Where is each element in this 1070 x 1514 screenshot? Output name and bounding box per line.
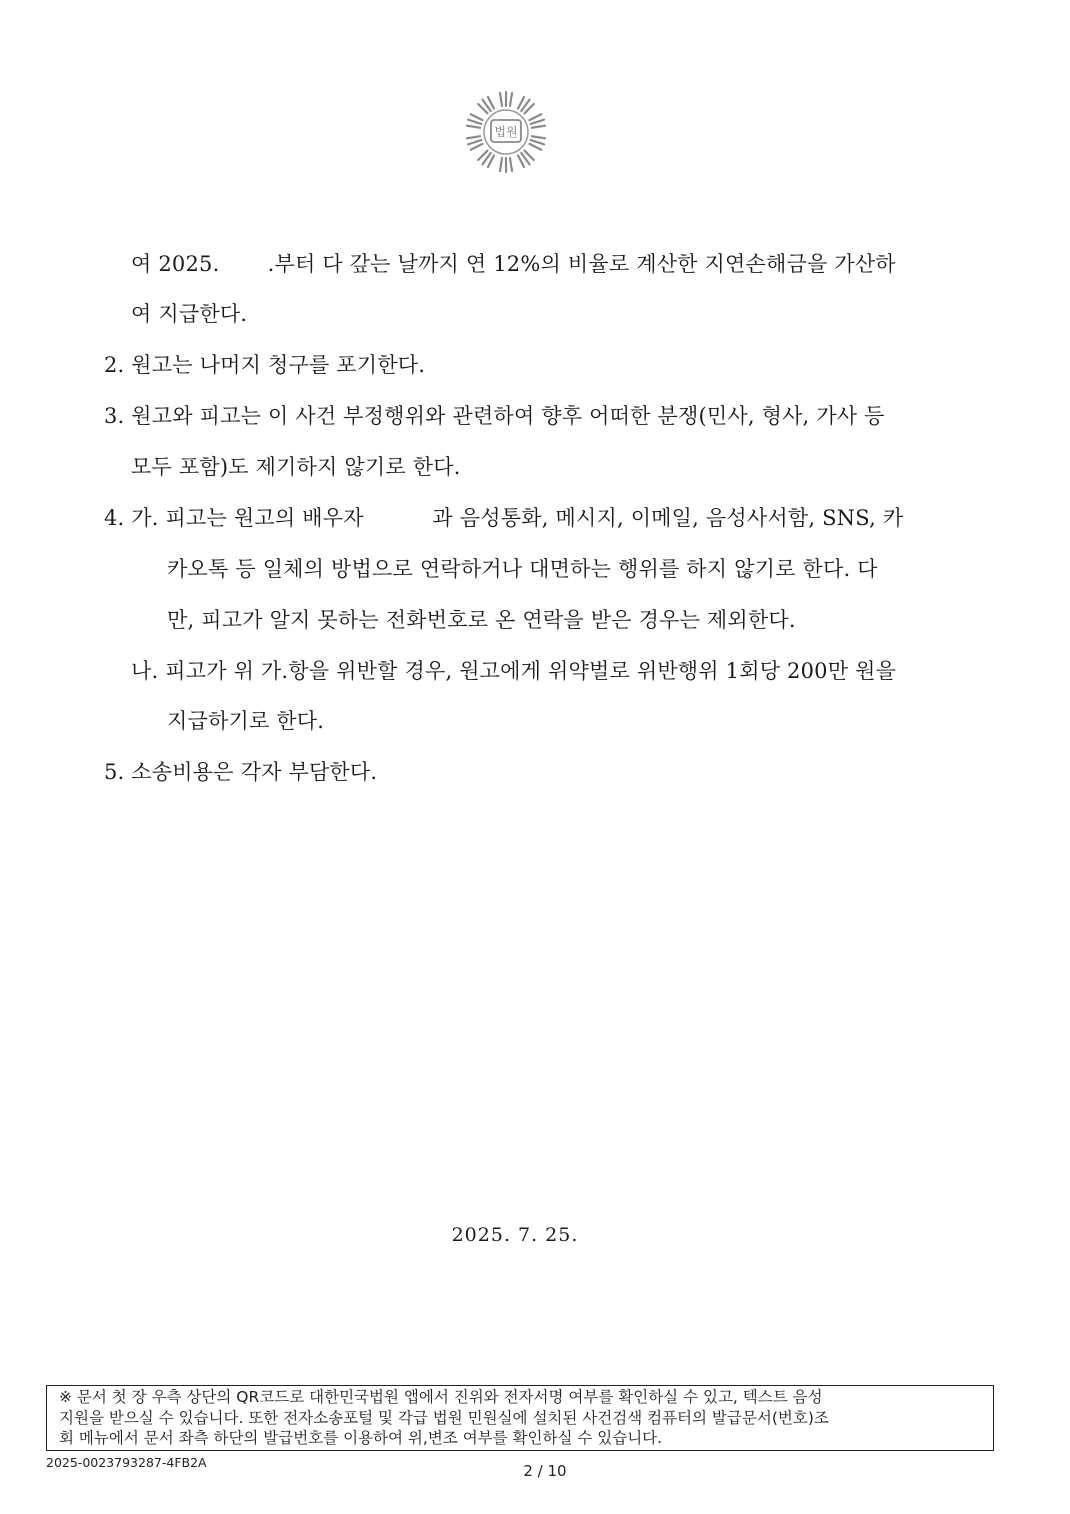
verification-notice-box xyxy=(46,1385,994,1451)
body-line-1: 여 2025. .부터 다 갚는 날까지 연 12%의 비율로 계산한 지연손해금을 가산하 xyxy=(131,252,896,276)
clause-5: 5. 소송비용은 각자 부담한다. xyxy=(104,760,378,784)
body-line-2: 여 지급한다. xyxy=(131,302,248,326)
notice-line-3: 회 메뉴에서 문서 좌측 하단의 발급번호를 이용하여 위,변조 여부를 확인하실 수 있습니다. xyxy=(59,1429,663,1447)
page-number: 2 / 10 xyxy=(523,1462,567,1480)
notice-line-2: 지원을 받으실 수 있습니다. 또한 전자소송포털 및 각급 법원 민원실에 설치된 사건검색 컴퓨터의 발급문서(번호)조 xyxy=(59,1408,829,1427)
clause-2: 2. 원고는 나머지 청구를 포기한다. xyxy=(104,353,426,377)
clause-4-na: 나. 피고가 위 가.항을 위반할 경우, 원고에게 위약벌로 위반행위 1회당 200만 원을 xyxy=(131,659,897,683)
clause-3: 3. 원고와 피고는 이 사건 부정행위와 관련하여 향후 어떠한 분쟁(민사, 형사, 가사 등 xyxy=(104,404,885,428)
document-date: 2025. 7. 25. xyxy=(451,1224,579,1246)
document-number: 2025-0023793287-4FB2A xyxy=(46,1455,207,1470)
clause-4-na-continued: 지급하기로 한다. xyxy=(167,709,325,733)
seal-label: 법원 xyxy=(494,125,518,139)
clause-4-ga-continued: 카오톡 등 일체의 방법으로 연락하거나 대면하는 행위를 하지 않기로 한다. 다 xyxy=(167,557,878,581)
clause-3-continued: 모두 포함)도 제기하지 않기로 한다. xyxy=(131,455,461,479)
court-seal-logo xyxy=(462,82,550,178)
notice-line-1: ※ 문서 첫 장 우측 상단의 QR코드로 대한민국법원 앱에서 진위와 전자서명 여부를 확인하실 수 있고, 텍스트 음성 xyxy=(59,1388,823,1406)
clause-4-ga-continued-2: 만, 피고가 알지 못하는 전화번호로 온 연락을 받은 경우는 제외한다. xyxy=(167,608,796,632)
clause-4-ga: 4. 가. 피고는 원고의 배우자 과 음성통화, 메시지, 이메일, 음성사서함, SNS, 카 xyxy=(104,506,904,530)
